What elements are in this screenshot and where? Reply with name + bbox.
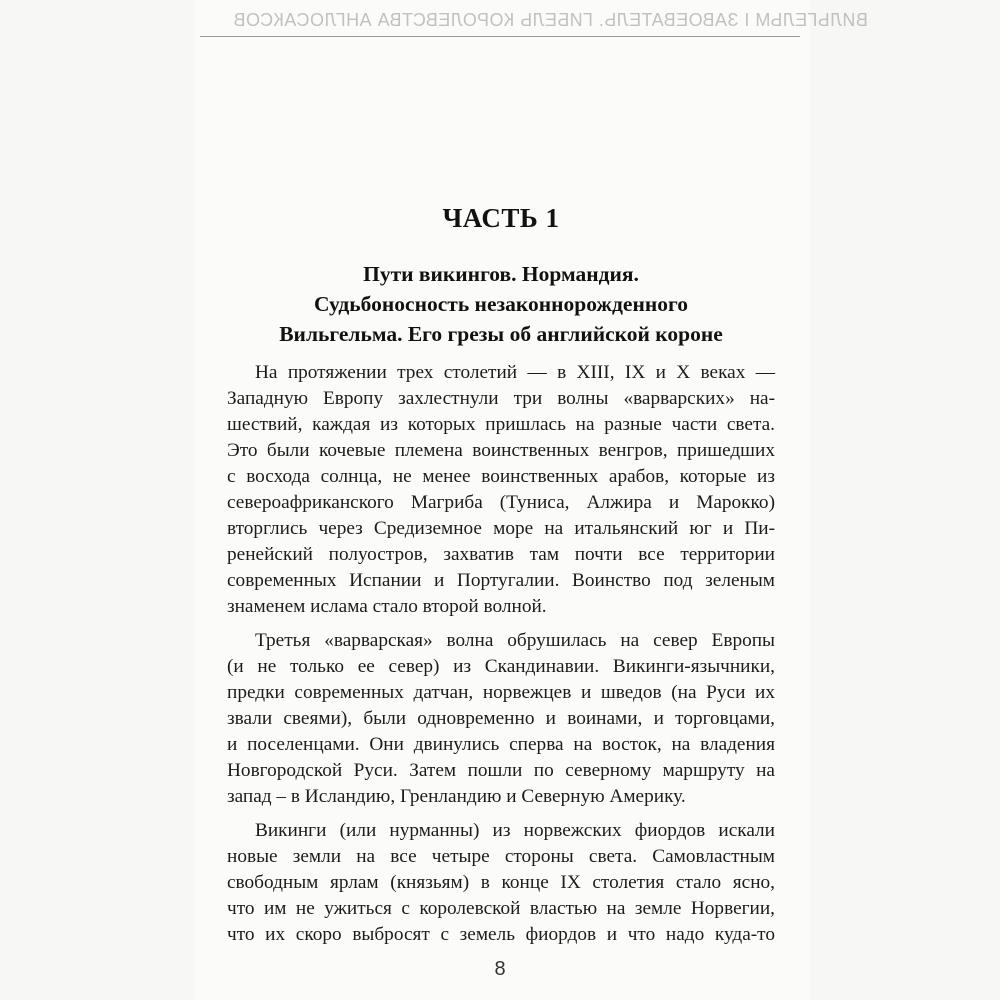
chapter-title-line: Судьбоносность незаконнорожденного bbox=[314, 292, 688, 316]
text-line: североафриканского Магриба (Туниса, Алжира и Марокко) bbox=[227, 492, 775, 513]
text-line: с восхода солнца, не менее воинственных арабов, которые из bbox=[227, 466, 775, 487]
text-line: предки современных датчан, норвежцев и шведов (на Руси их bbox=[227, 682, 775, 703]
chapter-title-line: Пути викингов. Нормандия. bbox=[363, 262, 639, 286]
text-line: что их скоро выбросят с земель фиордов и что надо куда-то bbox=[227, 924, 775, 945]
text-line: Викинги (или нурманны) из норвежских фиордов искали bbox=[255, 820, 775, 841]
text-line: На протяжении трех столетий — в XIII, IX и X веках — bbox=[255, 362, 775, 383]
text-line: Новгородской Руси. Затем пошли по северному маршруту на bbox=[227, 760, 775, 781]
text-line: Западную Европу захлестнули три волны «варварских» на- bbox=[227, 388, 775, 409]
text-line: (и не только ее север) из Скандинавии. Викинги-язычники, bbox=[227, 656, 775, 677]
text-line: знаменем ислама стало второй волной. bbox=[227, 596, 547, 617]
text-line: звали свеями), были одновременно и воинами, и торговцами, bbox=[227, 708, 775, 729]
text-line: запад – в Исландию, Гренландию и Северную Америку. bbox=[227, 786, 686, 807]
text-line: что им не ужиться с королевской властью на земле Норвегии, bbox=[227, 898, 775, 919]
text-line: ренейский полуостров, захватив там почти все территории bbox=[227, 544, 775, 565]
text-line: вторглись через Средиземное море на итальянский юг и Пи- bbox=[227, 518, 775, 539]
chapter-title bbox=[227, 259, 775, 349]
text-line: современных Испании и Португалии. Воинство под зеленым bbox=[227, 570, 775, 591]
text-line: и поселенцами. Они двинулись сперва на восток, на владения bbox=[227, 734, 775, 755]
text-line: новые земли на все четыре стороны света. Самовластным bbox=[227, 846, 775, 867]
page-number: 8 bbox=[494, 958, 506, 980]
paragraph bbox=[227, 818, 775, 948]
header-rule bbox=[200, 36, 800, 37]
paragraph bbox=[227, 628, 775, 810]
paragraph bbox=[227, 360, 775, 620]
text-line: Третья «варварская» волна обрушилась на север Европы bbox=[255, 630, 775, 651]
text-line: шествий, каждая из которых пришлась на разные части света. bbox=[227, 414, 775, 435]
text-line: Это были кочевые племена воинственных венгров, пришедших bbox=[227, 440, 775, 461]
body-text bbox=[227, 360, 775, 956]
text-line: свободным ярлам (князьям) в конце IX столетия стало ясно, bbox=[227, 872, 775, 893]
chapter-title-line: Вильгельма. Его грезы об английской короне bbox=[279, 322, 723, 346]
running-header-bleedthrough: ВИЛЬГЕЛЬМ I ЗАВОЕВАТЕЛЬ. ГИБЕЛЬ КОРОЛЕВСТВА АНГЛОСАКСОВ bbox=[233, 10, 868, 30]
part-title: ЧАСТЬ 1 bbox=[442, 203, 560, 233]
